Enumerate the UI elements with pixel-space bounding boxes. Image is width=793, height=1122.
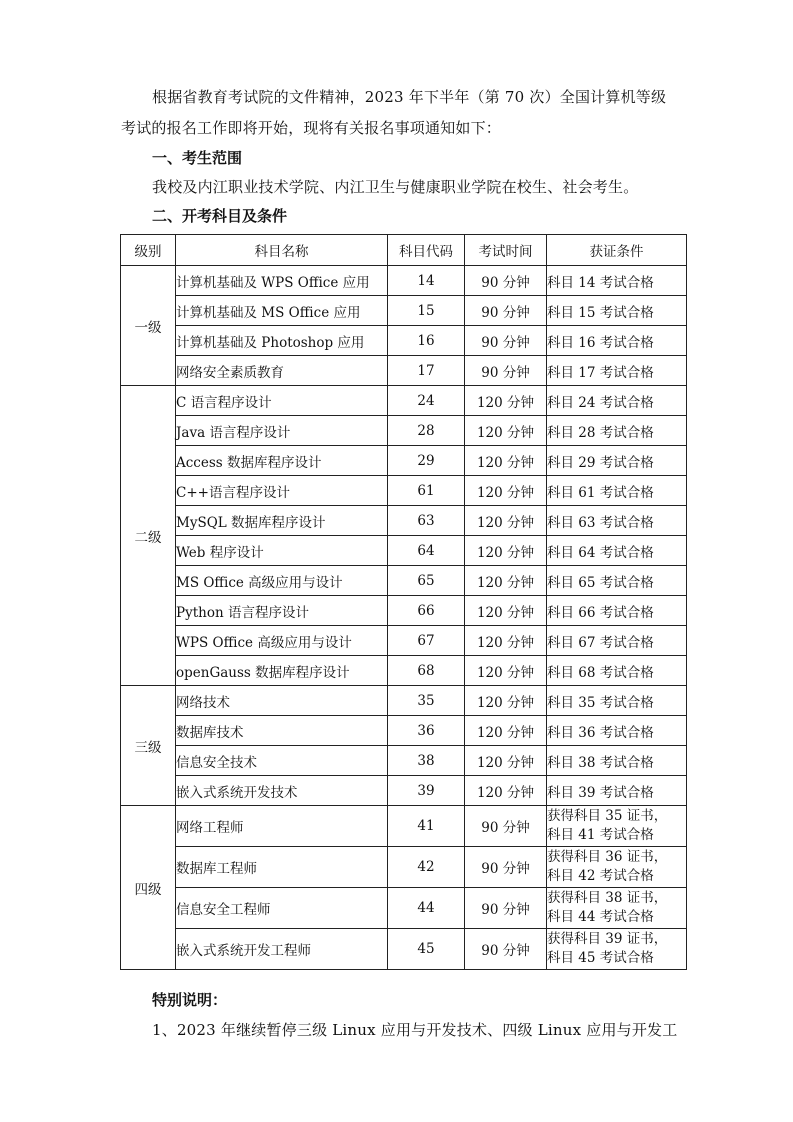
certificate-condition bbox=[547, 806, 687, 847]
certificate-condition: 科目 39 考试合格 bbox=[547, 776, 687, 806]
exam-time: 120 分钟 bbox=[465, 596, 547, 626]
certificate-condition-line-1: 获得科目 35 证书， bbox=[547, 808, 668, 824]
table-row bbox=[121, 476, 687, 506]
certificate-condition: 科目 15 考试合格 bbox=[547, 296, 687, 326]
subject-code: 39 bbox=[388, 776, 465, 806]
subject-name: Web 程序设计 bbox=[176, 536, 388, 566]
section-2-heading: 二、开考科目及条件 bbox=[152, 207, 288, 225]
exam-time: 120 分钟 bbox=[465, 506, 547, 536]
certificate-condition-line-1: 获得科目 39 证书， bbox=[547, 931, 668, 947]
subject-code: 38 bbox=[388, 746, 465, 776]
exam-time: 120 分钟 bbox=[465, 476, 547, 506]
subject-name: 网络工程师 bbox=[176, 806, 388, 847]
subject-name: Python 语言程序设计 bbox=[176, 596, 388, 626]
certificate-condition-line-2: 科目 45 考试合格 bbox=[547, 950, 654, 966]
exam-time: 120 分钟 bbox=[465, 716, 547, 746]
table-row bbox=[121, 847, 687, 888]
certificate-condition-line-2: 科目 42 考试合格 bbox=[547, 868, 654, 884]
header-exam-time: 考试时间 bbox=[465, 235, 547, 266]
subject-code: 42 bbox=[388, 847, 465, 888]
subject-name: 网络安全素质教育 bbox=[176, 356, 388, 386]
table-row bbox=[121, 888, 687, 929]
exam-time: 120 分钟 bbox=[465, 386, 547, 416]
table-row bbox=[121, 746, 687, 776]
certificate-condition: 科目 66 考试合格 bbox=[547, 596, 687, 626]
table-row bbox=[121, 776, 687, 806]
subject-code: 16 bbox=[388, 326, 465, 356]
intro-line-2: 考试的报名工作即将开始，现将有关报名事项通知如下： bbox=[121, 119, 502, 137]
section-1-heading: 一、考生范围 bbox=[152, 149, 243, 167]
subject-name: 网络技术 bbox=[176, 686, 388, 716]
subject-name: openGauss 数据库程序设计 bbox=[176, 656, 388, 686]
certificate-condition-line-2: 科目 44 考试合格 bbox=[547, 909, 654, 925]
subject-code: 44 bbox=[388, 888, 465, 929]
exam-time: 120 分钟 bbox=[465, 626, 547, 656]
certificate-condition: 科目 24 考试合格 bbox=[547, 386, 687, 416]
exam-time: 90 分钟 bbox=[465, 806, 547, 847]
level-cell: 二级 bbox=[121, 386, 176, 686]
subject-name: C 语言程序设计 bbox=[176, 386, 388, 416]
exam-time: 90 分钟 bbox=[465, 929, 547, 970]
exam-time: 90 分钟 bbox=[465, 266, 547, 296]
certificate-condition: 科目 17 考试合格 bbox=[547, 356, 687, 386]
table-row bbox=[121, 536, 687, 566]
table-row bbox=[121, 686, 687, 716]
exam-time: 120 分钟 bbox=[465, 446, 547, 476]
exam-time: 120 分钟 bbox=[465, 416, 547, 446]
subject-code: 36 bbox=[388, 716, 465, 746]
certificate-condition-line-2: 科目 41 考试合格 bbox=[547, 827, 654, 843]
table-row bbox=[121, 326, 687, 356]
subject-code: 14 bbox=[388, 266, 465, 296]
exam-time: 120 分钟 bbox=[465, 776, 547, 806]
subject-name: Java 语言程序设计 bbox=[176, 416, 388, 446]
header-subject-name: 科目名称 bbox=[176, 235, 388, 266]
table-row bbox=[121, 296, 687, 326]
table-row bbox=[121, 356, 687, 386]
subject-code: 45 bbox=[388, 929, 465, 970]
subject-code: 15 bbox=[388, 296, 465, 326]
header-level: 级别 bbox=[121, 235, 176, 266]
certificate-condition: 科目 65 考试合格 bbox=[547, 566, 687, 596]
certificate-condition bbox=[547, 929, 687, 970]
subject-name: 信息安全技术 bbox=[176, 746, 388, 776]
table-header-row bbox=[121, 235, 687, 266]
section-1-text: 我校及内江职业技术学院、内江卫生与健康职业学院在校生、社会考生。 bbox=[152, 178, 639, 196]
table-row bbox=[121, 506, 687, 536]
certificate-condition: 科目 64 考试合格 bbox=[547, 536, 687, 566]
certificate-condition: 科目 36 考试合格 bbox=[547, 716, 687, 746]
subject-code: 28 bbox=[388, 416, 465, 446]
table-row bbox=[121, 716, 687, 746]
subject-name: 信息安全工程师 bbox=[176, 888, 388, 929]
certificate-condition-line-1: 获得科目 36 证书， bbox=[547, 849, 668, 865]
exam-subjects-table bbox=[120, 234, 687, 970]
exam-time: 120 分钟 bbox=[465, 536, 547, 566]
exam-time: 120 分钟 bbox=[465, 686, 547, 716]
table-row bbox=[121, 656, 687, 686]
header-certificate-condition: 获证条件 bbox=[547, 235, 687, 266]
exam-time: 120 分钟 bbox=[465, 566, 547, 596]
table-row bbox=[121, 386, 687, 416]
exam-time: 120 分钟 bbox=[465, 746, 547, 776]
table-row bbox=[121, 266, 687, 296]
table-row bbox=[121, 596, 687, 626]
subject-name: 嵌入式系统开发技术 bbox=[176, 776, 388, 806]
subject-name: 嵌入式系统开发工程师 bbox=[176, 929, 388, 970]
certificate-condition bbox=[547, 847, 687, 888]
certificate-condition: 科目 35 考试合格 bbox=[547, 686, 687, 716]
table-row bbox=[121, 806, 687, 847]
certificate-condition bbox=[547, 888, 687, 929]
subject-code: 68 bbox=[388, 656, 465, 686]
subject-name: Access 数据库程序设计 bbox=[176, 446, 388, 476]
intro-line-1: 根据省教育考试院的文件精神，2023 年下半年（第 70 次）全国计算机等级 bbox=[152, 88, 667, 106]
subject-code: 29 bbox=[388, 446, 465, 476]
exam-time: 90 分钟 bbox=[465, 356, 547, 386]
subject-name: 计算机基础及 WPS Office 应用 bbox=[176, 266, 388, 296]
level-cell: 四级 bbox=[121, 806, 176, 970]
certificate-condition: 科目 28 考试合格 bbox=[547, 416, 687, 446]
header-subject-code: 科目代码 bbox=[388, 235, 465, 266]
exam-time: 90 分钟 bbox=[465, 847, 547, 888]
certificate-condition: 科目 68 考试合格 bbox=[547, 656, 687, 686]
subject-code: 65 bbox=[388, 566, 465, 596]
special-notes-line-1: 1、2023 年继续暂停三级 Linux 应用与开发技术、四级 Linux 应用与开发工 bbox=[152, 1021, 678, 1039]
table-row bbox=[121, 446, 687, 476]
subject-name: C++语言程序设计 bbox=[176, 476, 388, 506]
subject-name: 数据库工程师 bbox=[176, 847, 388, 888]
subject-name: 计算机基础及 Photoshop 应用 bbox=[176, 326, 388, 356]
exam-time: 90 分钟 bbox=[465, 888, 547, 929]
certificate-condition: 科目 16 考试合格 bbox=[547, 326, 687, 356]
subject-code: 63 bbox=[388, 506, 465, 536]
subject-name: 数据库技术 bbox=[176, 716, 388, 746]
special-notes-heading: 特别说明： bbox=[152, 991, 228, 1009]
exam-time: 90 分钟 bbox=[465, 326, 547, 356]
subject-name: 计算机基础及 MS Office 应用 bbox=[176, 296, 388, 326]
certificate-condition: 科目 38 考试合格 bbox=[547, 746, 687, 776]
table-row bbox=[121, 929, 687, 970]
certificate-condition: 科目 61 考试合格 bbox=[547, 476, 687, 506]
subject-code: 35 bbox=[388, 686, 465, 716]
subject-name: MySQL 数据库程序设计 bbox=[176, 506, 388, 536]
subject-code: 24 bbox=[388, 386, 465, 416]
subject-code: 66 bbox=[388, 596, 465, 626]
subject-code: 41 bbox=[388, 806, 465, 847]
subject-code: 64 bbox=[388, 536, 465, 566]
level-cell: 三级 bbox=[121, 686, 176, 806]
table-row bbox=[121, 626, 687, 656]
certificate-condition: 科目 14 考试合格 bbox=[547, 266, 687, 296]
table-row bbox=[121, 566, 687, 596]
subject-code: 17 bbox=[388, 356, 465, 386]
certificate-condition: 科目 67 考试合格 bbox=[547, 626, 687, 656]
exam-time: 90 分钟 bbox=[465, 296, 547, 326]
table-row bbox=[121, 416, 687, 446]
certificate-condition: 科目 63 考试合格 bbox=[547, 506, 687, 536]
subject-code: 61 bbox=[388, 476, 465, 506]
certificate-condition-line-1: 获得科目 38 证书， bbox=[547, 890, 668, 906]
subject-name: WPS Office 高级应用与设计 bbox=[176, 626, 388, 656]
subject-code: 67 bbox=[388, 626, 465, 656]
subject-name: MS Office 高级应用与设计 bbox=[176, 566, 388, 596]
level-cell: 一级 bbox=[121, 266, 176, 386]
exam-time: 120 分钟 bbox=[465, 656, 547, 686]
certificate-condition: 科目 29 考试合格 bbox=[547, 446, 687, 476]
